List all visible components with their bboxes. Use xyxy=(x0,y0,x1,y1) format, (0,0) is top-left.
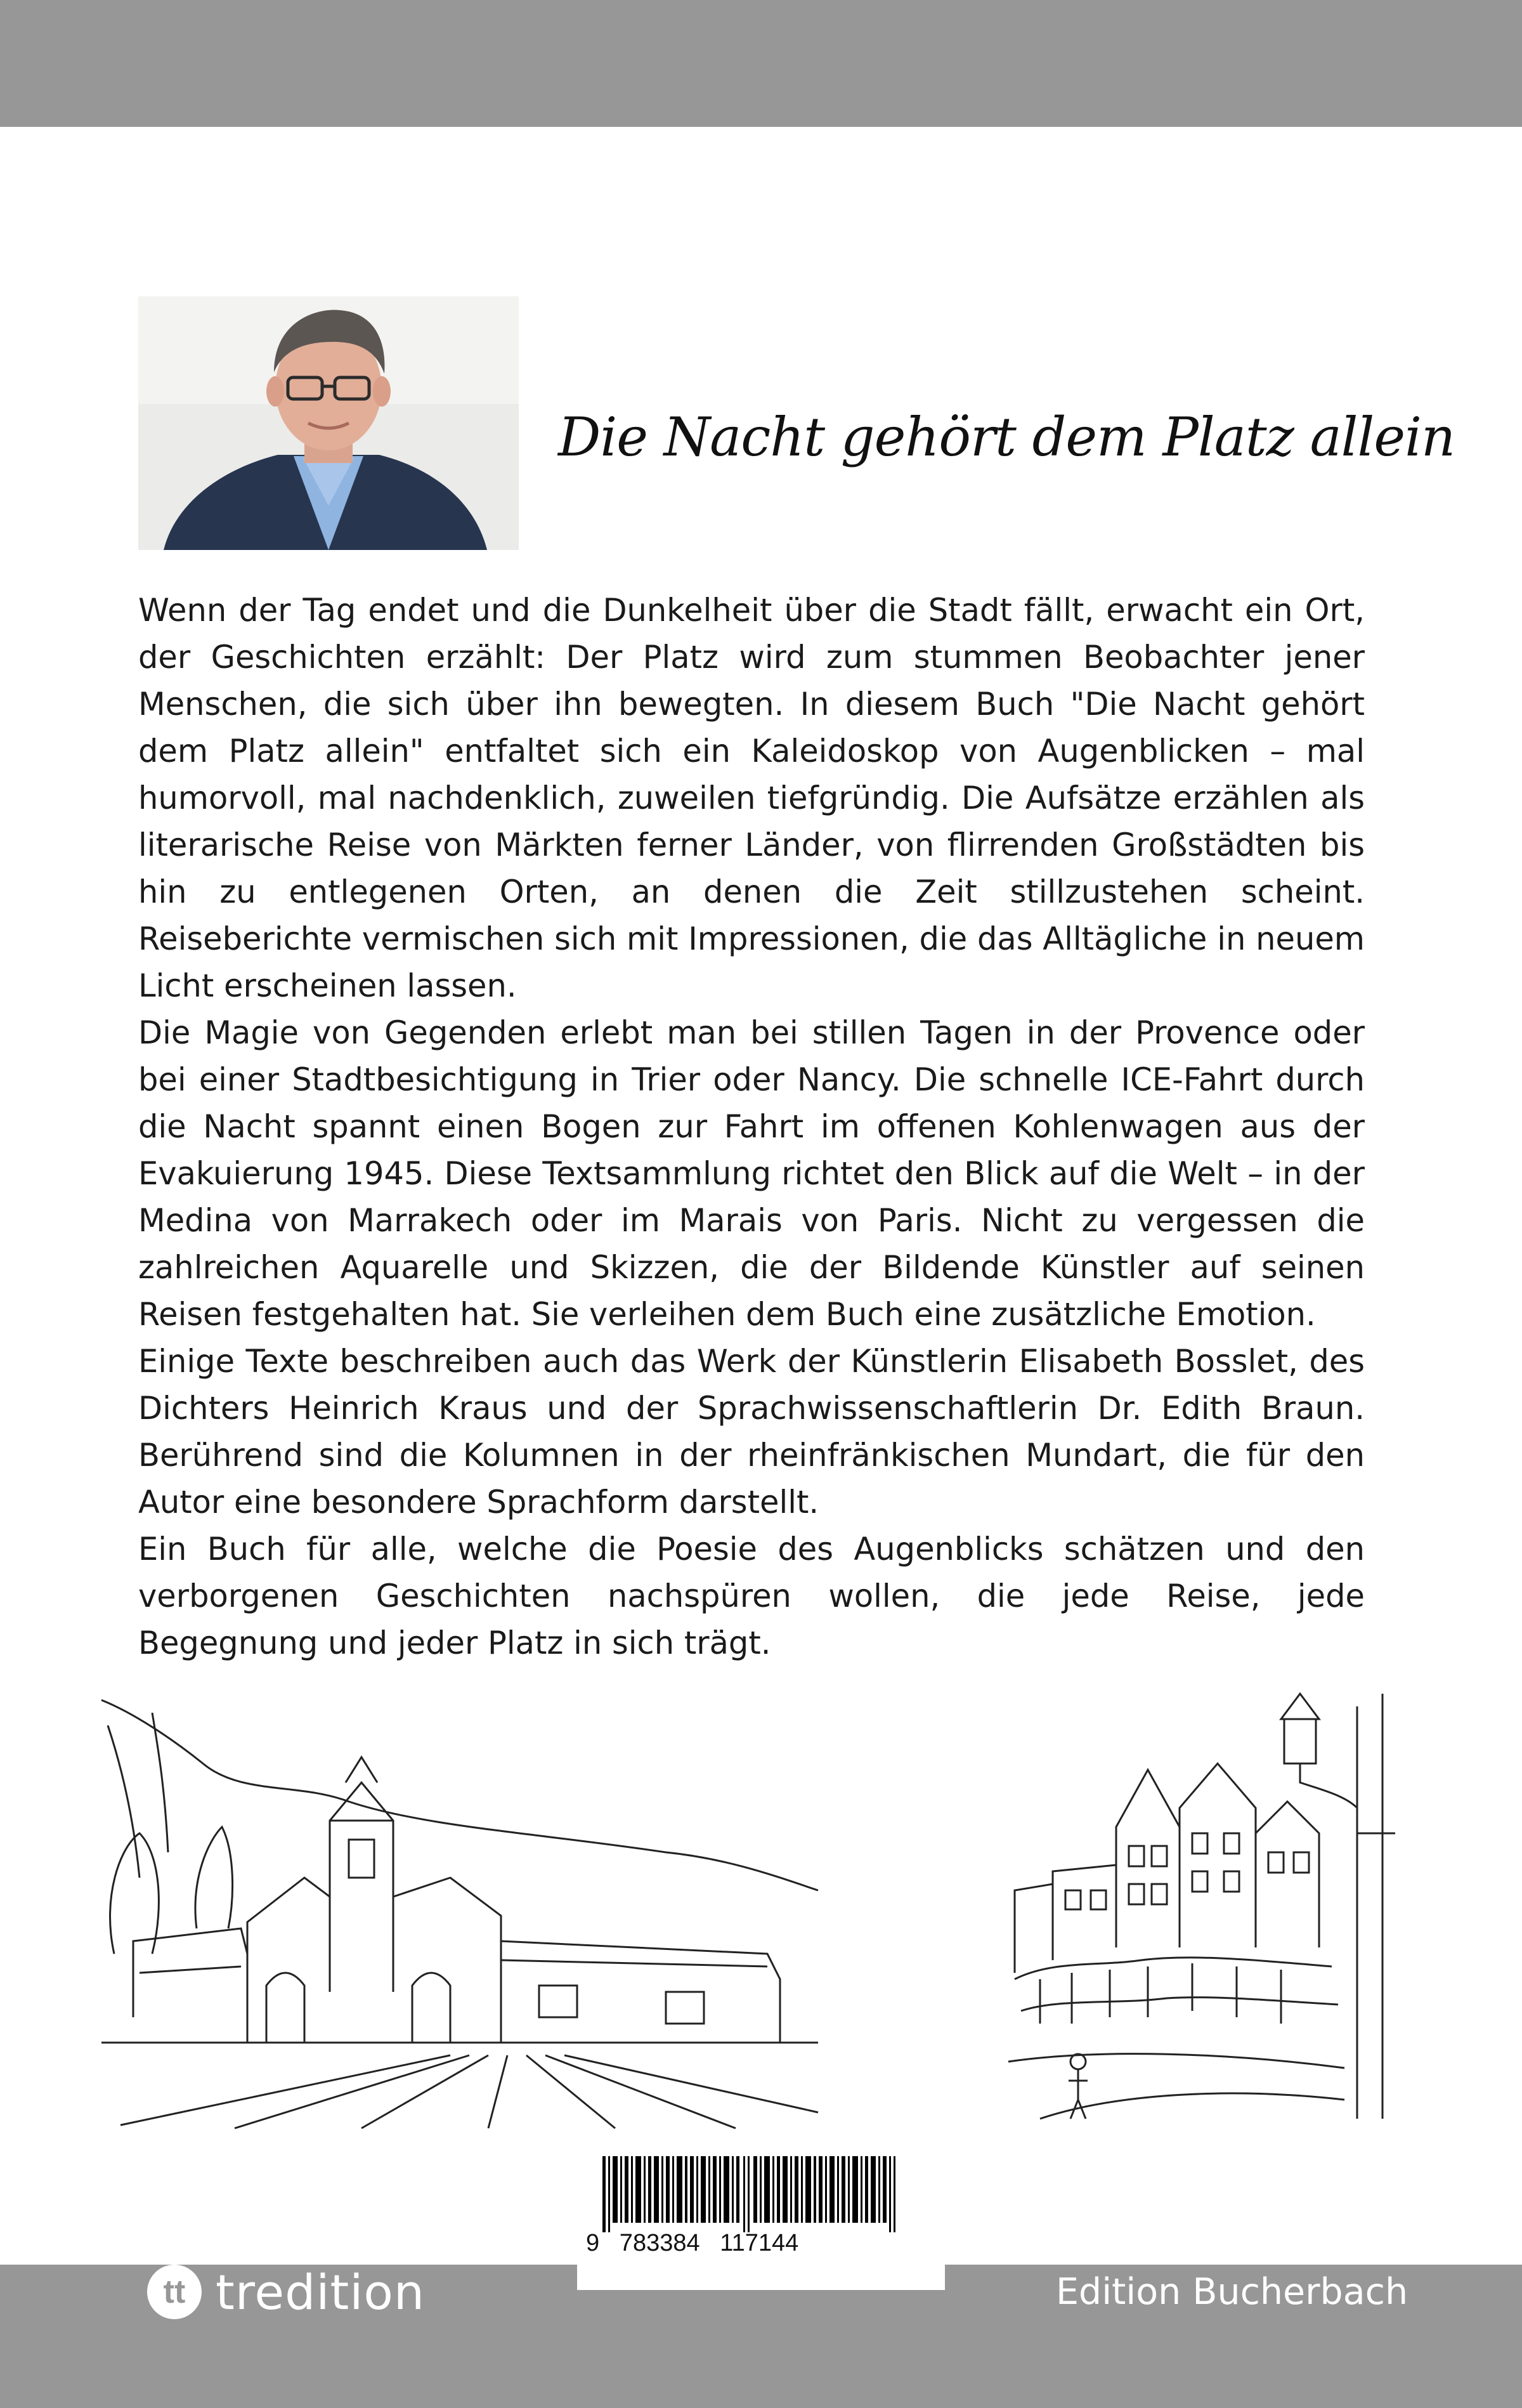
book-title: Die Nacht gehört dem Platz allein xyxy=(558,406,1455,468)
publisher-name: tredition xyxy=(216,2263,426,2320)
blurb-paragraph: Einige Texte beschreiben auch das Werk der Künstlerin Elisabeth Bosslet, des Dichters Heinrich Kraus und der Sprachwissenschaftlerin Dr. Edith Braun. Berührend sind die Kolumnen in der rheinfränkischen Mundart, die für den Autor eine besondere Sprachform darstellt. xyxy=(138,1343,1365,1521)
blurb-paragraph: Ein Buch für alle, welche die Poesie des Augenblicks schätzen und den verborgenen Geschichten nachspüren wollen, die jede Reise, jede Begegnung und jeder Platz in sich trägt. xyxy=(138,1531,1365,1661)
isbn-barcode xyxy=(577,2141,945,2290)
top-band xyxy=(0,0,1522,127)
author-photo xyxy=(138,296,519,550)
barcode-bars xyxy=(602,2156,920,2232)
tredition-logo-icon: tt xyxy=(147,2265,202,2319)
edition-label: Edition Bucherbach xyxy=(1056,2271,1408,2313)
isbn-number: 9 783384 117144 xyxy=(586,2230,799,2256)
blurb-paragraph: Wenn der Tag endet und die Dunkelheit über die Stadt fällt, erwacht ein Ort, der Geschichten erzählt: Der Platz wird zum stummen Beobachter jener Menschen, die sich über ihn bewegten. In diesem Buch "Die Nacht gehört dem Platz allein" entfaltet sich ein Kaleidoskop von Augenblicken – mal humorvoll, mal nachdenklich, zuweilen tiefgründig. Die Aufsätze erzählen als literarische Reise von Märkten ferner Länder, von flirrenden Großstädten bis hin zu entlegenen Orten, an denen die Zeit stillzustehen scheint. Reiseberichte vermischen sich mit Impressionen, die das Alltägliche in neuem Licht erscheinen lassen. xyxy=(138,592,1365,1004)
blurb-paragraph: Die Magie von Gegenden erlebt man bei stillen Tagen in der Provence oder bei einer Stadtbesichtigung in Trier oder Nancy. Die schnelle ICE-Fahrt durch die Nacht spannt einen Bogen zur Fahrt im offenen Kohlenwagen aus der Evakuierung 1945. Diese Textsammlung richtet den Blick auf die Welt – in der Medina von Marrakech oder im Marais von Paris. Nicht zu vergessen die zahlreichen Aquarelle und Skizzen, die der Bildende Künstler auf seinen Reisen festgehalten hat. Sie verleihen dem Buch eine zusätzliche Emotion. xyxy=(138,1014,1365,1333)
author-portrait-image xyxy=(138,296,519,550)
abbey-sketch-illustration xyxy=(95,1687,824,2131)
blurb-text xyxy=(138,587,1365,1666)
publisher-block xyxy=(147,2263,425,2320)
town-square-sketch-illustration xyxy=(1002,1681,1398,2125)
